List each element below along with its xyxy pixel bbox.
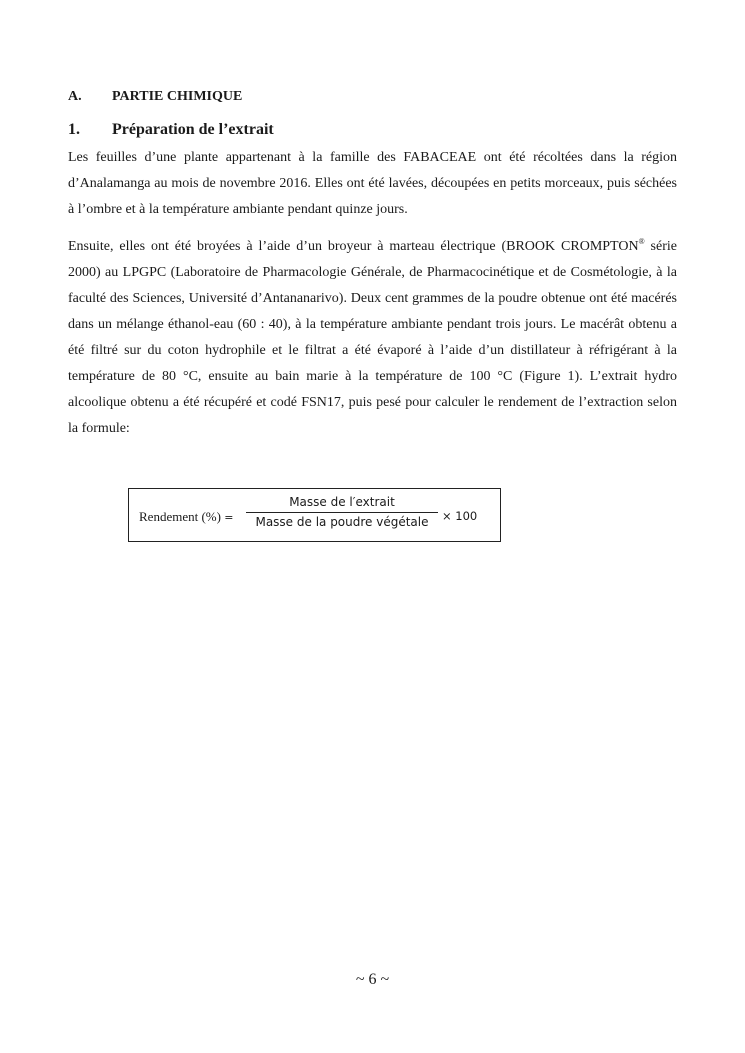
formula-numerator: Masse de l′extrait xyxy=(289,495,395,509)
fraction-bar xyxy=(246,512,438,513)
yield-formula-box xyxy=(128,488,501,542)
section-number: A. xyxy=(68,89,82,104)
section-heading xyxy=(68,89,242,105)
paragraph-2 xyxy=(68,234,677,442)
formula-label: Rendement (%) xyxy=(139,509,221,524)
formula-equals: = xyxy=(224,511,234,524)
subsection-heading xyxy=(68,121,274,139)
formula-denominator: Masse de la poudre végétale xyxy=(255,515,429,529)
paragraph-2-start: Ensuite, elles ont été broyées à l’aide d’un broyeur à marteau électrique (BROOK CROMPTON xyxy=(68,239,639,254)
formula-multiplier: × 100 xyxy=(442,509,478,523)
formula-label-group xyxy=(139,509,233,525)
subsection-title: Préparation de l’extrait xyxy=(112,121,274,138)
section-title: PARTIE CHIMIQUE xyxy=(112,89,243,104)
subsection-number: 1. xyxy=(68,121,80,138)
paragraph-2-rest: série 2000) au LPGPC (Laboratoire de Pharmacologie Générale, de Pharmacocinétique et de Cosmétologie, à la faculté des Sciences, Université d’Antananarivo). Deux cent grammes de la poudre obtenue ont été macérés dans un mélange éthanol-eau (60 : 40), à la température ambiante pendant trois jours. Le macérât obtenu a été filtré sur du coton hydrophile et le filtrat a été évaporé à l’aide d’un distillateur à réfrigérant à la température de 80 °C, ensuite au bain marie à la température de 100 °C (Figure 1). L’extrait hydro alcoolique obtenu a été récupéré et codé FSN17, puis pesé pour calculer le rendement de l’extraction selon la formule: xyxy=(68,239,677,436)
registered-mark: ® xyxy=(638,237,645,246)
page-number: ~ 6 ~ xyxy=(355,971,390,988)
formula-fraction xyxy=(246,494,438,531)
paragraph-1: Les feuilles d’une plante appartenant à la famille des FABACEAE ont été récoltées dans la région d’Analamanga au mois de novembre 2016. Elles ont été lavées, découpées en petits morceaux, puis séchées à l’ombre et à la température ambiante pendant quinze jours. xyxy=(68,150,677,217)
